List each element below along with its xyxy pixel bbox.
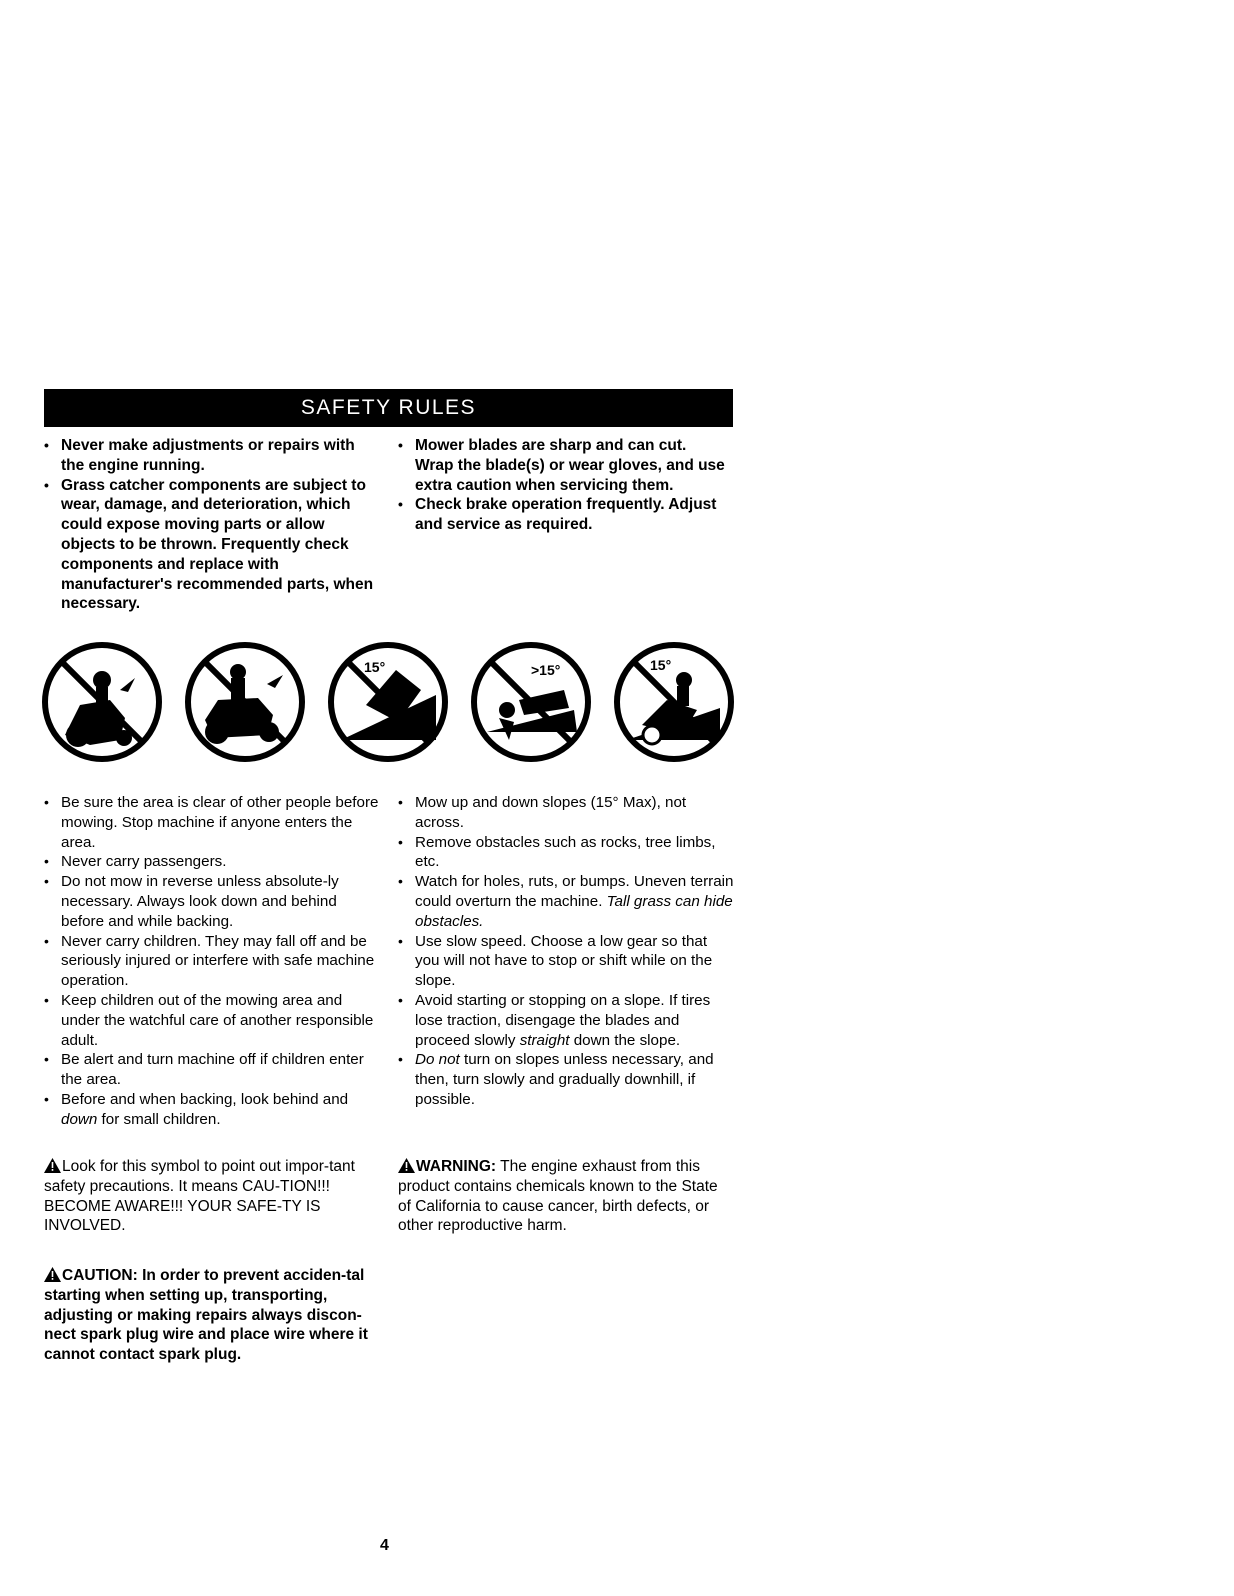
rule-emphasis: down — [61, 1110, 98, 1128]
rule-item: • Mow up and down slopes (15° Max), not across. — [398, 793, 734, 833]
slope-label: 15° — [364, 659, 386, 675]
slope-label: 15° — [650, 657, 672, 673]
prohibition-icons — [40, 640, 740, 765]
rule-item: • Mower blades are sharp and can cut. Wrap the blade(s) or wear gloves, and use extra caution when servicing them. — [398, 436, 728, 495]
no-slope-across-icon — [326, 640, 450, 764]
warning-triangle-icon — [44, 1158, 61, 1173]
section-header — [44, 389, 733, 427]
no-children-icon — [183, 640, 307, 764]
rule-text: Watch for holes, ruts, or bumps. Uneven terrain could overturn the machine. — [415, 873, 734, 910]
rule-text: for small children. — [97, 1110, 221, 1128]
rule-text: down the slope. — [569, 1031, 681, 1049]
rule-item — [44, 1090, 380, 1130]
rule-item: • Check brake operation frequently. Adjust and service as required. — [398, 495, 728, 535]
rule-item: • Never make adjustments or repairs with the engine running. — [44, 436, 374, 476]
rule-item — [398, 991, 734, 1050]
rule-text: turn on slopes unless necessary, and then, turn slowly and gradually downhill, if possible. — [415, 1051, 714, 1108]
caution-label: CAUTION: — [62, 1267, 138, 1284]
slope-label: >15° — [531, 662, 561, 678]
rule-item: • Keep children out of the mowing area and under the watchful care of another responsible adult. — [44, 991, 380, 1050]
symbol-note-text: Look for this symbol to point out impor-tant safety precautions. It means CAU-TION!!! BECOME AWARE!!! YOUR SAFE-TY IS INVOLVED. — [44, 1158, 355, 1235]
rule-emphasis: straight — [519, 1031, 570, 1049]
rule-text: Avoid starting or stopping on a slope. If tires lose traction, disengage the blades and proceed slowly — [415, 991, 711, 1049]
no-passengers-icon — [40, 640, 164, 764]
warning-text: The engine exhaust from this product contains chemicals known to the State of California to cause cancer, birth defects, or other reproductive harm. — [398, 1158, 718, 1235]
warning-triangle-icon — [44, 1267, 61, 1282]
caution-note — [44, 1266, 380, 1365]
no-steep-slope-icon — [469, 640, 593, 764]
top-right-rules — [398, 436, 728, 535]
rule-item: • Be alert and turn machine off if children enter the area. — [44, 1050, 380, 1090]
rule-item — [398, 1050, 734, 1109]
bottom-left-rules — [44, 793, 380, 1130]
warning-triangle-icon — [398, 1158, 415, 1173]
caution-text: In order to prevent acciden-tal starting when setting up, transporting, adjusting or making repairs always discon-nect spark plug wire and place wire where it cannot contact spark plug. — [44, 1267, 368, 1364]
no-slope-tipover-icon — [612, 640, 736, 764]
rule-emphasis: Do not — [415, 1051, 460, 1069]
rule-item: • Remove obstacles such as rocks, tree limbs, etc. — [398, 833, 734, 873]
rule-item: • Be sure the area is clear of other people before mowing. Stop machine if anyone enters the area. — [44, 793, 380, 852]
warning-label: WARNING: — [416, 1158, 497, 1175]
page-number: 4 — [380, 1537, 389, 1554]
rule-text: Before and when backing, look behind and — [61, 1090, 349, 1108]
section-title: SAFETY RULES — [300, 396, 477, 419]
warning-note — [398, 1157, 734, 1236]
rule-item: • Never carry passengers. — [44, 852, 380, 872]
rule-item: • Do not mow in reverse unless absolute-ly necessary. Always look down and behind before and while backing. — [44, 872, 380, 931]
top-left-rules — [44, 436, 374, 614]
rule-item: • Never carry children. They may fall off and be seriously injured or interfere with safe machine operation. — [44, 932, 380, 991]
rule-item: • Grass catcher components are subject to wear, damage, and deterioration, which could expose moving parts or allow objects to be thrown. Frequently check components and replace with manufacturer's recommended parts, when necessary. — [44, 476, 374, 615]
rule-emphasis: Tall grass can hide obstacles. — [415, 892, 733, 930]
bottom-right-rules — [398, 793, 734, 1110]
safety-symbol-note — [44, 1157, 380, 1236]
rule-item: • Use slow speed. Choose a low gear so that you will not have to stop or shift while on the slope. — [398, 932, 734, 991]
rule-item — [398, 872, 734, 931]
